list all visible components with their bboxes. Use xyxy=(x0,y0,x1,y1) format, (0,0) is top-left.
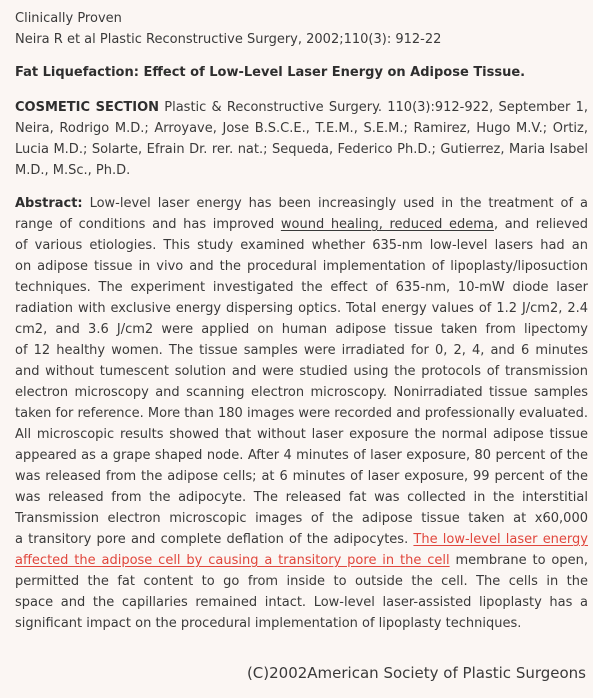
abstract-line: radiation with exclusive energy dispersing optics. Total energy values of 1.2 J/cm2, 2.4 xyxy=(15,301,588,316)
abstract-line: appeared as a grape shaped node. After 4 minutes of laser exposure, 80 percent of the xyxy=(15,448,588,463)
copyright-notice: (C)2002American Society of Plastic Surgeons xyxy=(246,664,586,682)
abstract-line: on adipose tissue in vivo and the procedural implementation of lipoplasty/liposuction xyxy=(15,259,588,274)
abstract-line: cm2, and 3.6 J/cm2 were applied on human adipose tissue taken from lipectomy xyxy=(15,322,588,337)
abstract-line: All microscopic results showed that without laser exposure the normal adipose tissue xyxy=(15,427,588,442)
citation-line: Plastic & Reconstructive Surgery. 110(3):912-922, September 1, xyxy=(164,100,588,115)
abstract-line: electron microscopy and scanning electron microscopy. Nonirradiated tissue samples xyxy=(15,385,588,400)
section-label: COSMETIC SECTION xyxy=(15,100,160,115)
abstract-label: Abstract: xyxy=(15,196,83,211)
source-reference: Neira R et al Plastic Reconstructive Surgery, 2002;110(3): 912-22 xyxy=(15,32,442,47)
authors-line: Neira, Rodrigo M.D.; Arroyave, Jose B.S.C.E., T.E.M., S.E.M.; Ramirez, Hugo M.V.; Ortiz, xyxy=(15,121,588,136)
source-header xyxy=(15,8,588,50)
highlighted-phrase: The low-level laser energy xyxy=(413,532,588,547)
abstract-line: space and the capillaries remained intact. Low-level laser-assisted lipoplasty has a xyxy=(15,595,588,610)
document xyxy=(15,0,588,634)
authors-line: Lucia M.D.; Solarte, Efrain Dr. rer. nat.; Sequeda, Federico Ph.D.; Gutierrez, Maria Isabel xyxy=(15,142,588,157)
article-title: Fat Liquefaction: Effect of Low-Level Laser Energy on Adipose Tissue. xyxy=(15,65,526,80)
abstract-line: of 12 healthy women. The tissue samples were irradiated for 0, 2, 4, and 6 minutes xyxy=(15,343,588,358)
abstract-block: Abstract: Low-level laser energy has been increasingly used in the treatment of a range of conditions and has improved wound healing, reduced edema, and relieved of various etiologies. This study examined whether 635-nm low-level lasers had an on adipose tissue in vivo and the procedural implementation of lipoplasty/liposuction techniques. The experiment investigated the effect of 635-nm, 10-mW diode laser radiation with exclusive energy dispersing optics. Total energy values of 1.2 J/cm2, 2.4 cm2, and 3.6 J/cm2 were applied on human adipose tissue taken from lipectomy of 12 healthy women. The tissue samples were irradiated for 0, 2, 4, and 6 minutes and without tumescent solution and were studied using the protocols of transmission electron microscopy and scanning electron microscopy. Nonirradiated tissue samples taken for reference. More than 180 images were recorded and professionally evaluated. All microscopic results showed that without laser exposure the normal adipose tissue appeared as a grape shaped node. After 4 minutes of laser exposure, 80 percent of the was released from the adipose cells; at 6 minutes of laser exposure, 99 percent of the was released from the adipocyte. The released fat was collected in the interstitial Transmission electron microscopic images of the adipose tissue taken at x60,000 a transitory pore and complete deflation of the adipocytes. The low-level laser energy affected the adipose cell by causing a transitory pore in the cell membrane to open, permitted the fat content to go from inside to outside the cell. The cells in the space and the capillaries remained intact. Low-level laser-assisted lipoplasty has a significant impact on the procedural implementation of lipoplasty techniques. xyxy=(15,193,588,634)
abstract-line: Transmission electron microscopic images of the adipose tissue taken at x60,000 xyxy=(15,511,588,526)
abstract-line: techniques. The experiment investigated the effect of 635-nm, 10-mW diode laser xyxy=(15,280,588,295)
authors-line: M.D., M.Sc., Ph.D. xyxy=(15,163,131,178)
abstract-line: was released from the adipocyte. The released fat was collected in the interstitial xyxy=(15,490,588,505)
abstract-line: of various etiologies. This study examined whether 635-nm low-level lasers had an xyxy=(15,238,588,253)
abstract-line: significant impact on the procedural implementation of lipoplasty techniques. xyxy=(15,616,522,631)
abstract-line: taken for reference. More than 180 images were recorded and professionally evaluated. xyxy=(15,406,588,421)
abstract-line: permitted the fat content to go from inside to outside the cell. The cells in the xyxy=(15,574,588,589)
highlighted-phrase: affected the adipose cell by causing a transitory pore in the cell xyxy=(15,553,450,568)
abstract-line: was released from the adipose cells; at 6 minutes of laser exposure, 99 percent of the xyxy=(15,469,588,484)
citation-block xyxy=(15,97,588,181)
clinically-proven-label: Clinically Proven xyxy=(15,11,122,26)
underlined-phrase: wound healing, reduced edema xyxy=(280,217,494,232)
abstract-line: and without tumescent solution and were studied using the protocols of transmission xyxy=(15,364,588,379)
